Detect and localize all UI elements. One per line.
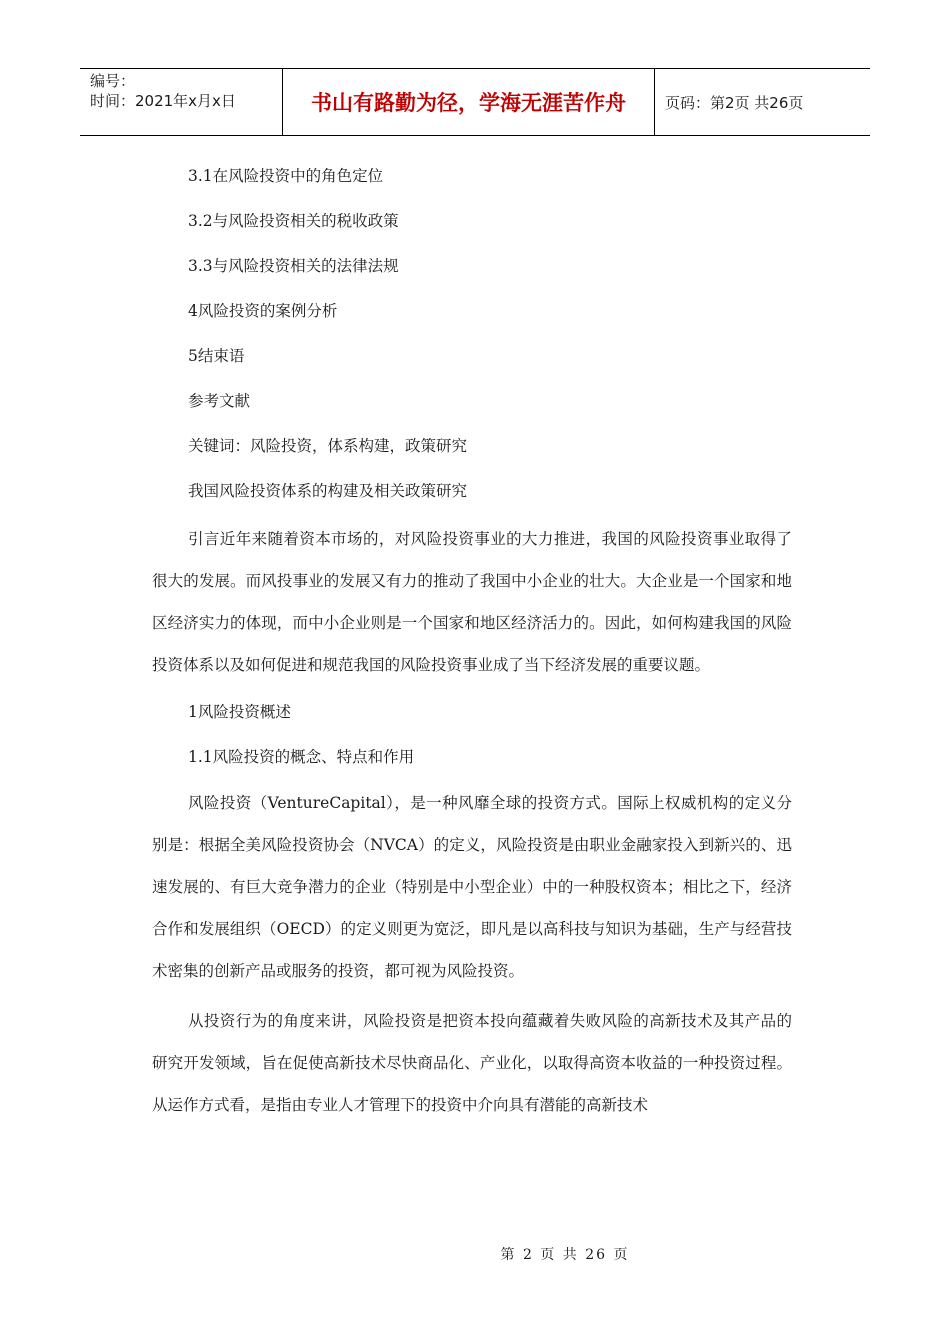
toc-item-3-3: 3.3与风险投资相关的法律法规 bbox=[188, 257, 399, 275]
keywords-line: 关键词：风险投资，体系构建，政策研究 bbox=[188, 437, 468, 455]
definition-paragraph: 风险投资（VentureCapital），是一种风靡全球的投资方式。国际上权威机构的定义分别是：根据全美风险投资协会（NVCA）的定义，风险投资是由职业金融家投入到新兴的、迅速发展的、有巨大竞争潜力的企业（特别是中小型企业）中的一种股权资本；相比之下，经济合作和发展组织（OECD）的定义则更为宽泛，即凡是以高科技与知识为基础，生产与经营技术密集的创新产品或服务的投资，都可视为风险投资。 bbox=[152, 794, 792, 980]
toc-item-references: 参考文献 bbox=[188, 392, 251, 410]
date-label: 时间：2021年x月x日 bbox=[90, 92, 236, 110]
page-header bbox=[80, 68, 870, 136]
header-meta bbox=[80, 69, 282, 135]
document-body bbox=[152, 154, 792, 1126]
subsection-heading: 1.1风险投资的概念、特点和作用 bbox=[188, 748, 415, 766]
header-page-info: 页码：第2页 共26页 bbox=[665, 93, 804, 112]
toc-item-5: 5结束语 bbox=[188, 347, 245, 365]
intro-paragraph: 引言近年来随着资本市场的，对风险投资事业的大力推进，我国的风险投资事业取得了很大的发展。而风投事业的发展又有力的推动了我国中小企业的壮大。大企业是一个国家和地区经济实力的体现，而中小企业则是一个国家和地区经济活力的。因此，如何构建我国的风险投资体系以及如何促进和规范我国的风险投资事业成了当下经济发展的重要议题。 bbox=[152, 530, 792, 674]
toc-item-4: 4风险投资的案例分析 bbox=[188, 302, 338, 320]
toc-item-3-2: 3.2与风险投资相关的税收政策 bbox=[188, 212, 399, 230]
behavior-paragraph: 从投资行为的角度来讲，风险投资是把资本投向蕴藏着失败风险的高新技术及其产品的研究开发领域，旨在促使高新技术尽快商品化、产业化，以取得高资本收益的一种投资过程。从运作方式看，是指由专业人才管理下的投资中介向具有潜能的高新技术 bbox=[152, 1012, 792, 1114]
header-motto: 书山有路勤为径，学海无涯苦作舟 bbox=[282, 69, 655, 135]
document-title: 我国风险投资体系的构建及相关政策研究 bbox=[188, 482, 468, 500]
page-footer: 第 2 页 共 26 页 bbox=[500, 1247, 630, 1263]
toc-item-3-1: 3.1在风险投资中的角色定位 bbox=[188, 167, 384, 185]
section-heading: 1风险投资概述 bbox=[188, 703, 291, 721]
serial-label: 编号： bbox=[90, 72, 136, 90]
